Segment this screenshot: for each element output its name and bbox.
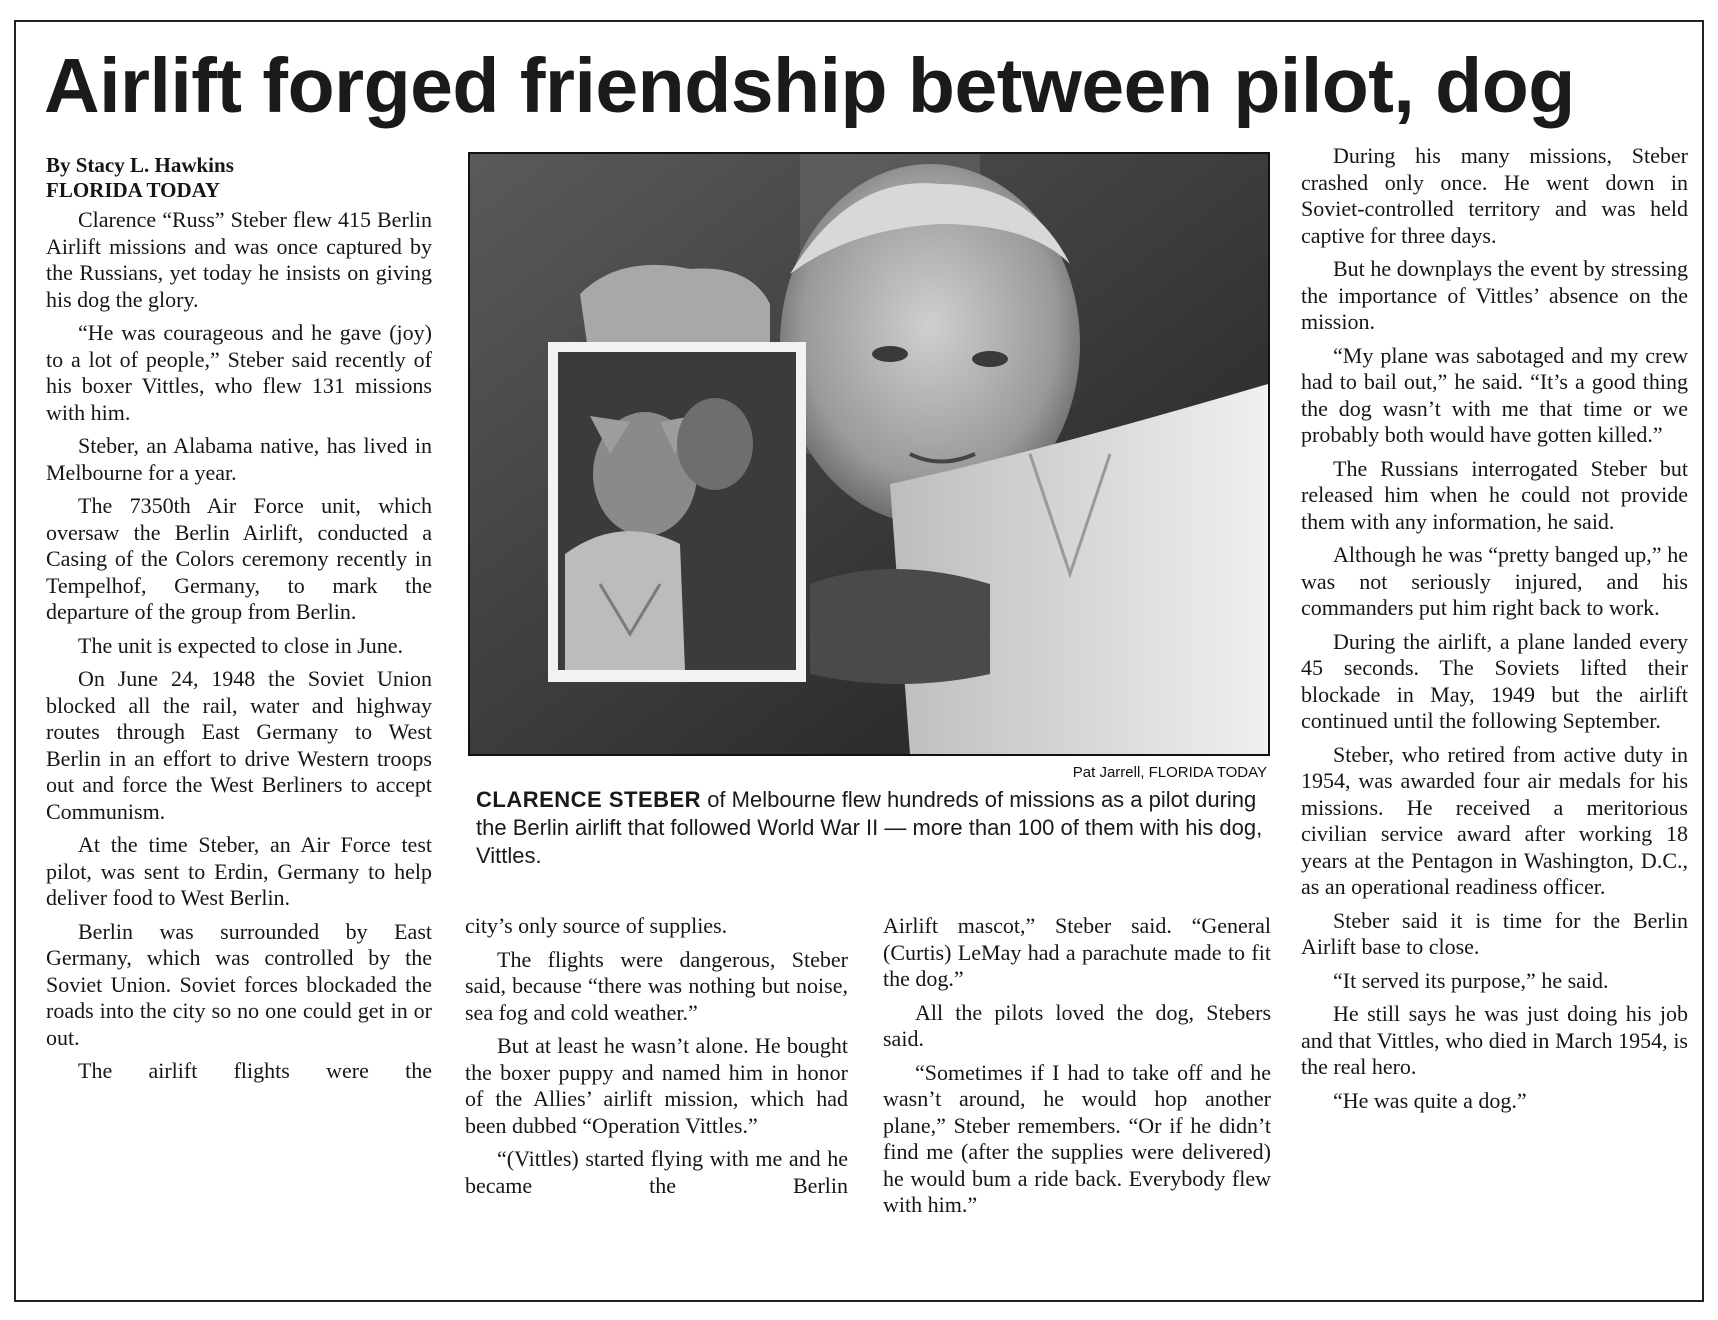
paragraph: On June 24, 1948 the Soviet Union blocked all the rail, water and highway routes through East Germany to West Berlin in an effort to drive Western troops out and force the West Berliners to accept Communism.	[46, 666, 432, 824]
paragraph: The 7350th Air Force unit, which oversaw the Berlin Airlift, conducted a Casing of the Colors ceremony recently in Tempelhof, Germany, to mark the departure of the group from Berlin.	[46, 493, 432, 624]
paragraph: Steber, who retired from active duty in 1954, was awarded four air medals for his missions. He received a meritorious civilian service award after working 18 years at the Pentagon in Washington, D.C., as an operational readiness officer.	[1301, 741, 1688, 899]
paragraph: “He was quite a dog.”	[1333, 1087, 1527, 1113]
paragraph: Airlift mascot,” Steber said. “General (Curtis) LeMay had a parachute made to fit the dog.”	[883, 913, 1271, 991]
caption-lead: CLARENCE STEBER	[476, 787, 702, 812]
paragraph: At the time Steber, an Air Force test pilot, was sent to Erdin, Germany to help deliver food to West Berlin.	[46, 832, 432, 910]
photo-caption	[476, 786, 1270, 870]
paragraph: Berlin was surrounded by East Germany, which was controlled by the Soviet Union. Soviet forces blockaded the roads into the city so no one could get in or out.	[46, 918, 432, 1050]
caption-text: of Melbourne flew hundreds of missions as a pilot during the Berlin airlift that followed World War II — more than 100 of them with his dog, Vittles.	[476, 787, 1263, 868]
paragraph: city’s only source of supplies.	[465, 913, 728, 938]
paragraph: “(Vittles) started flying with me and he became the Berlin	[465, 1146, 848, 1198]
paragraph: The unit is expected to close in June.	[78, 632, 404, 658]
paragraph: But he downplays the event by stressing the importance of Vittles’ absence on the mission.	[1301, 256, 1688, 334]
article-column-3	[883, 913, 1271, 1226]
paragraph: But at least he wasn’t alone. He bought the boxer puppy and named him in honor of the Allies’ airlift mission, which had been dubbed “Operation Vittles.”	[465, 1033, 848, 1138]
article-column-4	[1301, 143, 1688, 1121]
paragraph: All the pilots loved the dog, Stebers said.	[883, 999, 1271, 1051]
photo-credit: Pat Jarrell, FLORIDA TODAY	[1072, 764, 1267, 781]
paragraph: “He was courageous and he gave (joy) to a lot of people,” Steber said recently of his boxer Vittles, who flew 131 missions with him.	[46, 320, 432, 425]
byline-author: By Stacy L. Hawkins	[46, 153, 234, 177]
paragraph: Steber said it is time for the Berlin Airlift base to close.	[1301, 907, 1688, 959]
paragraph: “Sometimes if I had to take off and he wasn’t around, he would hop another plane,” Steber remembers. “Or if he didn’t find me (after the supplies were delivered) he would bum a ride back. Everybody flew with him.”	[883, 1059, 1271, 1217]
paragraph: “It served its purpose,” he said.	[1333, 967, 1609, 993]
article-column-2	[465, 913, 848, 1206]
article-photo	[468, 152, 1270, 756]
photo-illustration	[470, 154, 1268, 754]
paragraph: Steber, an Alabama native, has lived in Melbourne for a year.	[46, 433, 432, 485]
paragraph: The Russians interrogated Steber but released him when he could not provide them with any information, he said.	[1301, 455, 1688, 534]
paragraph: The flights were dangerous, Steber said, because “there was nothing but noise, sea fog and cold weather.”	[465, 946, 848, 1025]
article-column-1	[46, 153, 432, 1092]
byline-outlet: FLORIDA TODAY	[46, 178, 221, 202]
paragraph: The airlift flights were the	[78, 1058, 432, 1083]
paragraph: “My plane was sabotaged and my crew had to bail out,” he said. “It’s a good thing the dog wasn’t with me that time or we probably both would have gotten killed.”	[1301, 342, 1688, 447]
paragraph: He still says he was just doing his job and that Vittles, who died in March 1954, is the real hero.	[1301, 1001, 1688, 1079]
paragraph: Clarence “Russ” Steber flew 415 Berlin Airlift missions and was once captured by the Russians, yet today he insists on giving his dog the glory.	[46, 207, 432, 312]
paragraph: During his many missions, Steber crashed only once. He went down in Soviet-controlled territory and was held captive for three days.	[1301, 143, 1688, 248]
headline: Airlift forged friendship between pilot, dog	[44, 43, 1575, 129]
paragraph: During the airlift, a plane landed every 45 seconds. The Soviets lifted their blockade in May, 1949 but the airlift continued until the following September.	[1301, 628, 1688, 733]
byline	[46, 153, 432, 203]
paragraph: Although he was “pretty banged up,” he was not seriously injured, and his commanders put him right back to work.	[1301, 542, 1688, 620]
